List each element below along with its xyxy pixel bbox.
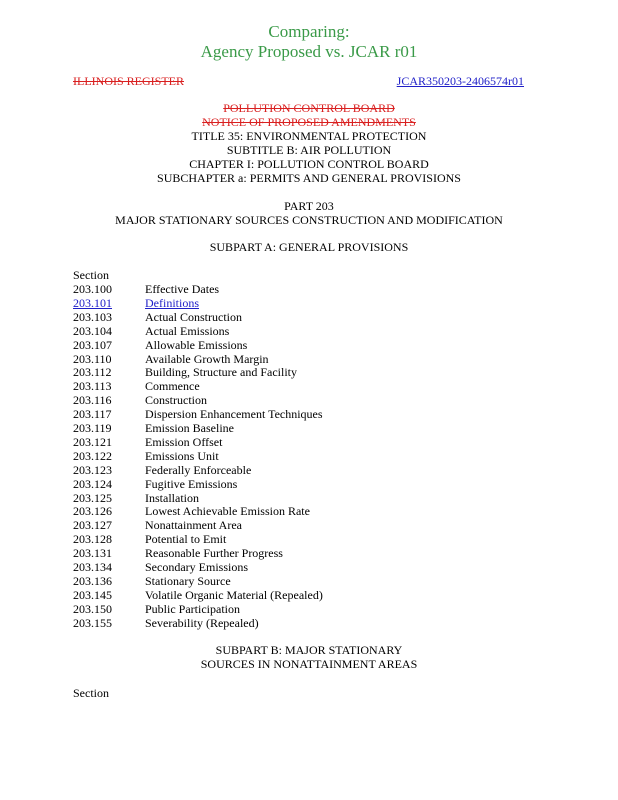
section-title: Public Participation <box>145 601 240 616</box>
section-title: Reasonable Further Progress <box>145 546 283 561</box>
compare-title: Comparing: <box>268 22 350 41</box>
section-number: 203.113 <box>73 379 112 394</box>
section-title: Construction <box>145 393 207 408</box>
section-number: 203.117 <box>73 407 112 422</box>
section-number: 203.112 <box>73 365 112 380</box>
section-number: 203.101 <box>73 295 112 310</box>
section-number: 203.121 <box>73 434 112 449</box>
section-title: Dispersion Enhancement Techniques <box>145 407 323 422</box>
section-title: Installation <box>145 490 199 505</box>
section-number: 203.122 <box>73 448 112 463</box>
section-title: Effective Dates <box>145 282 220 296</box>
section-number: 203.103 <box>73 309 112 324</box>
subpart-b-heading-line1: SUBPART B: MAJOR STATIONARY <box>215 643 403 657</box>
deleted-notice-heading: NOTICE OF PROPOSED AMENDMENTS <box>202 115 416 129</box>
section-number: 203.110 <box>73 351 112 366</box>
section-title: Commence <box>145 379 200 394</box>
section-number: 203.128 <box>73 532 112 547</box>
section-number: 203.150 <box>73 601 112 616</box>
section-number: 203.104 <box>73 323 112 338</box>
section-title: Lowest Achievable Emission Rate <box>145 504 310 519</box>
section-title: Stationary Source <box>145 573 231 588</box>
section-number: 203.126 <box>73 504 112 519</box>
section-number: 203.116 <box>73 393 112 408</box>
section-number: 203.127 <box>73 518 112 533</box>
part-title: MAJOR STATIONARY SOURCES CONSTRUCTION AND MODIFICATION <box>115 213 503 227</box>
jcar-reference-inserted: JCAR350203-2406574r01 <box>396 74 524 88</box>
deleted-board-heading: POLLUTION CONTROL BOARD <box>223 101 395 115</box>
subpart-b-heading-line2: SOURCES IN NONATTAINMENT AREAS <box>200 657 418 671</box>
section-title: Potential to Emit <box>145 532 227 547</box>
compare-subtitle: Agency Proposed vs. JCAR r01 <box>200 42 418 61</box>
section-title: Federally Enforceable <box>145 462 252 477</box>
section-number: 203.107 <box>73 337 112 352</box>
section-number: 203.134 <box>73 560 112 574</box>
section-title: Building, Structure and Facility <box>145 365 297 380</box>
section-title: Actual Emissions <box>145 323 230 338</box>
section-number: 203.155 <box>73 615 112 630</box>
register-header-deleted: ILLINOIS REGISTER <box>73 74 184 88</box>
section-title: Emission Offset <box>145 434 223 449</box>
section-title: Emissions Unit <box>145 448 219 463</box>
section-title: Severability (Repealed) <box>145 615 259 630</box>
section-number: 203.100 <box>73 282 112 296</box>
part-number: PART 203 <box>284 199 334 213</box>
section-column-label: Section <box>73 268 109 282</box>
section-number: 203.119 <box>73 421 112 435</box>
title-heading: TITLE 35: ENVIRONMENTAL PROTECTION <box>191 129 427 143</box>
subchapter-heading: SUBCHAPTER a: PERMITS AND GENERAL PROVISIONS <box>157 171 461 185</box>
section-title: Fugitive Emissions <box>145 476 238 491</box>
chapter-heading: CHAPTER I: POLLUTION CONTROL BOARD <box>189 157 429 171</box>
section-number: 203.125 <box>73 490 112 505</box>
section-number: 203.136 <box>73 573 112 588</box>
section-title: Available Growth Margin <box>145 351 269 366</box>
section-title: Secondary Emissions <box>145 560 248 574</box>
section-number: 203.145 <box>73 587 112 602</box>
section-number: 203.131 <box>73 546 112 561</box>
subpart-a-heading: SUBPART A: GENERAL PROVISIONS <box>209 240 409 254</box>
section-title: Nonattainment Area <box>145 518 242 533</box>
section-number: 203.123 <box>73 462 112 477</box>
section-title: Emission Baseline <box>145 421 234 435</box>
section-column-label-2: Section <box>73 686 109 700</box>
section-number: 203.124 <box>73 476 112 491</box>
section-title: Actual Construction <box>145 309 242 324</box>
section-title: Allowable Emissions <box>145 337 248 352</box>
section-title: Volatile Organic Material (Repealed) <box>145 587 323 602</box>
section-title: Definitions <box>145 295 199 310</box>
subtitle-heading: SUBTITLE B: AIR POLLUTION <box>226 143 392 157</box>
